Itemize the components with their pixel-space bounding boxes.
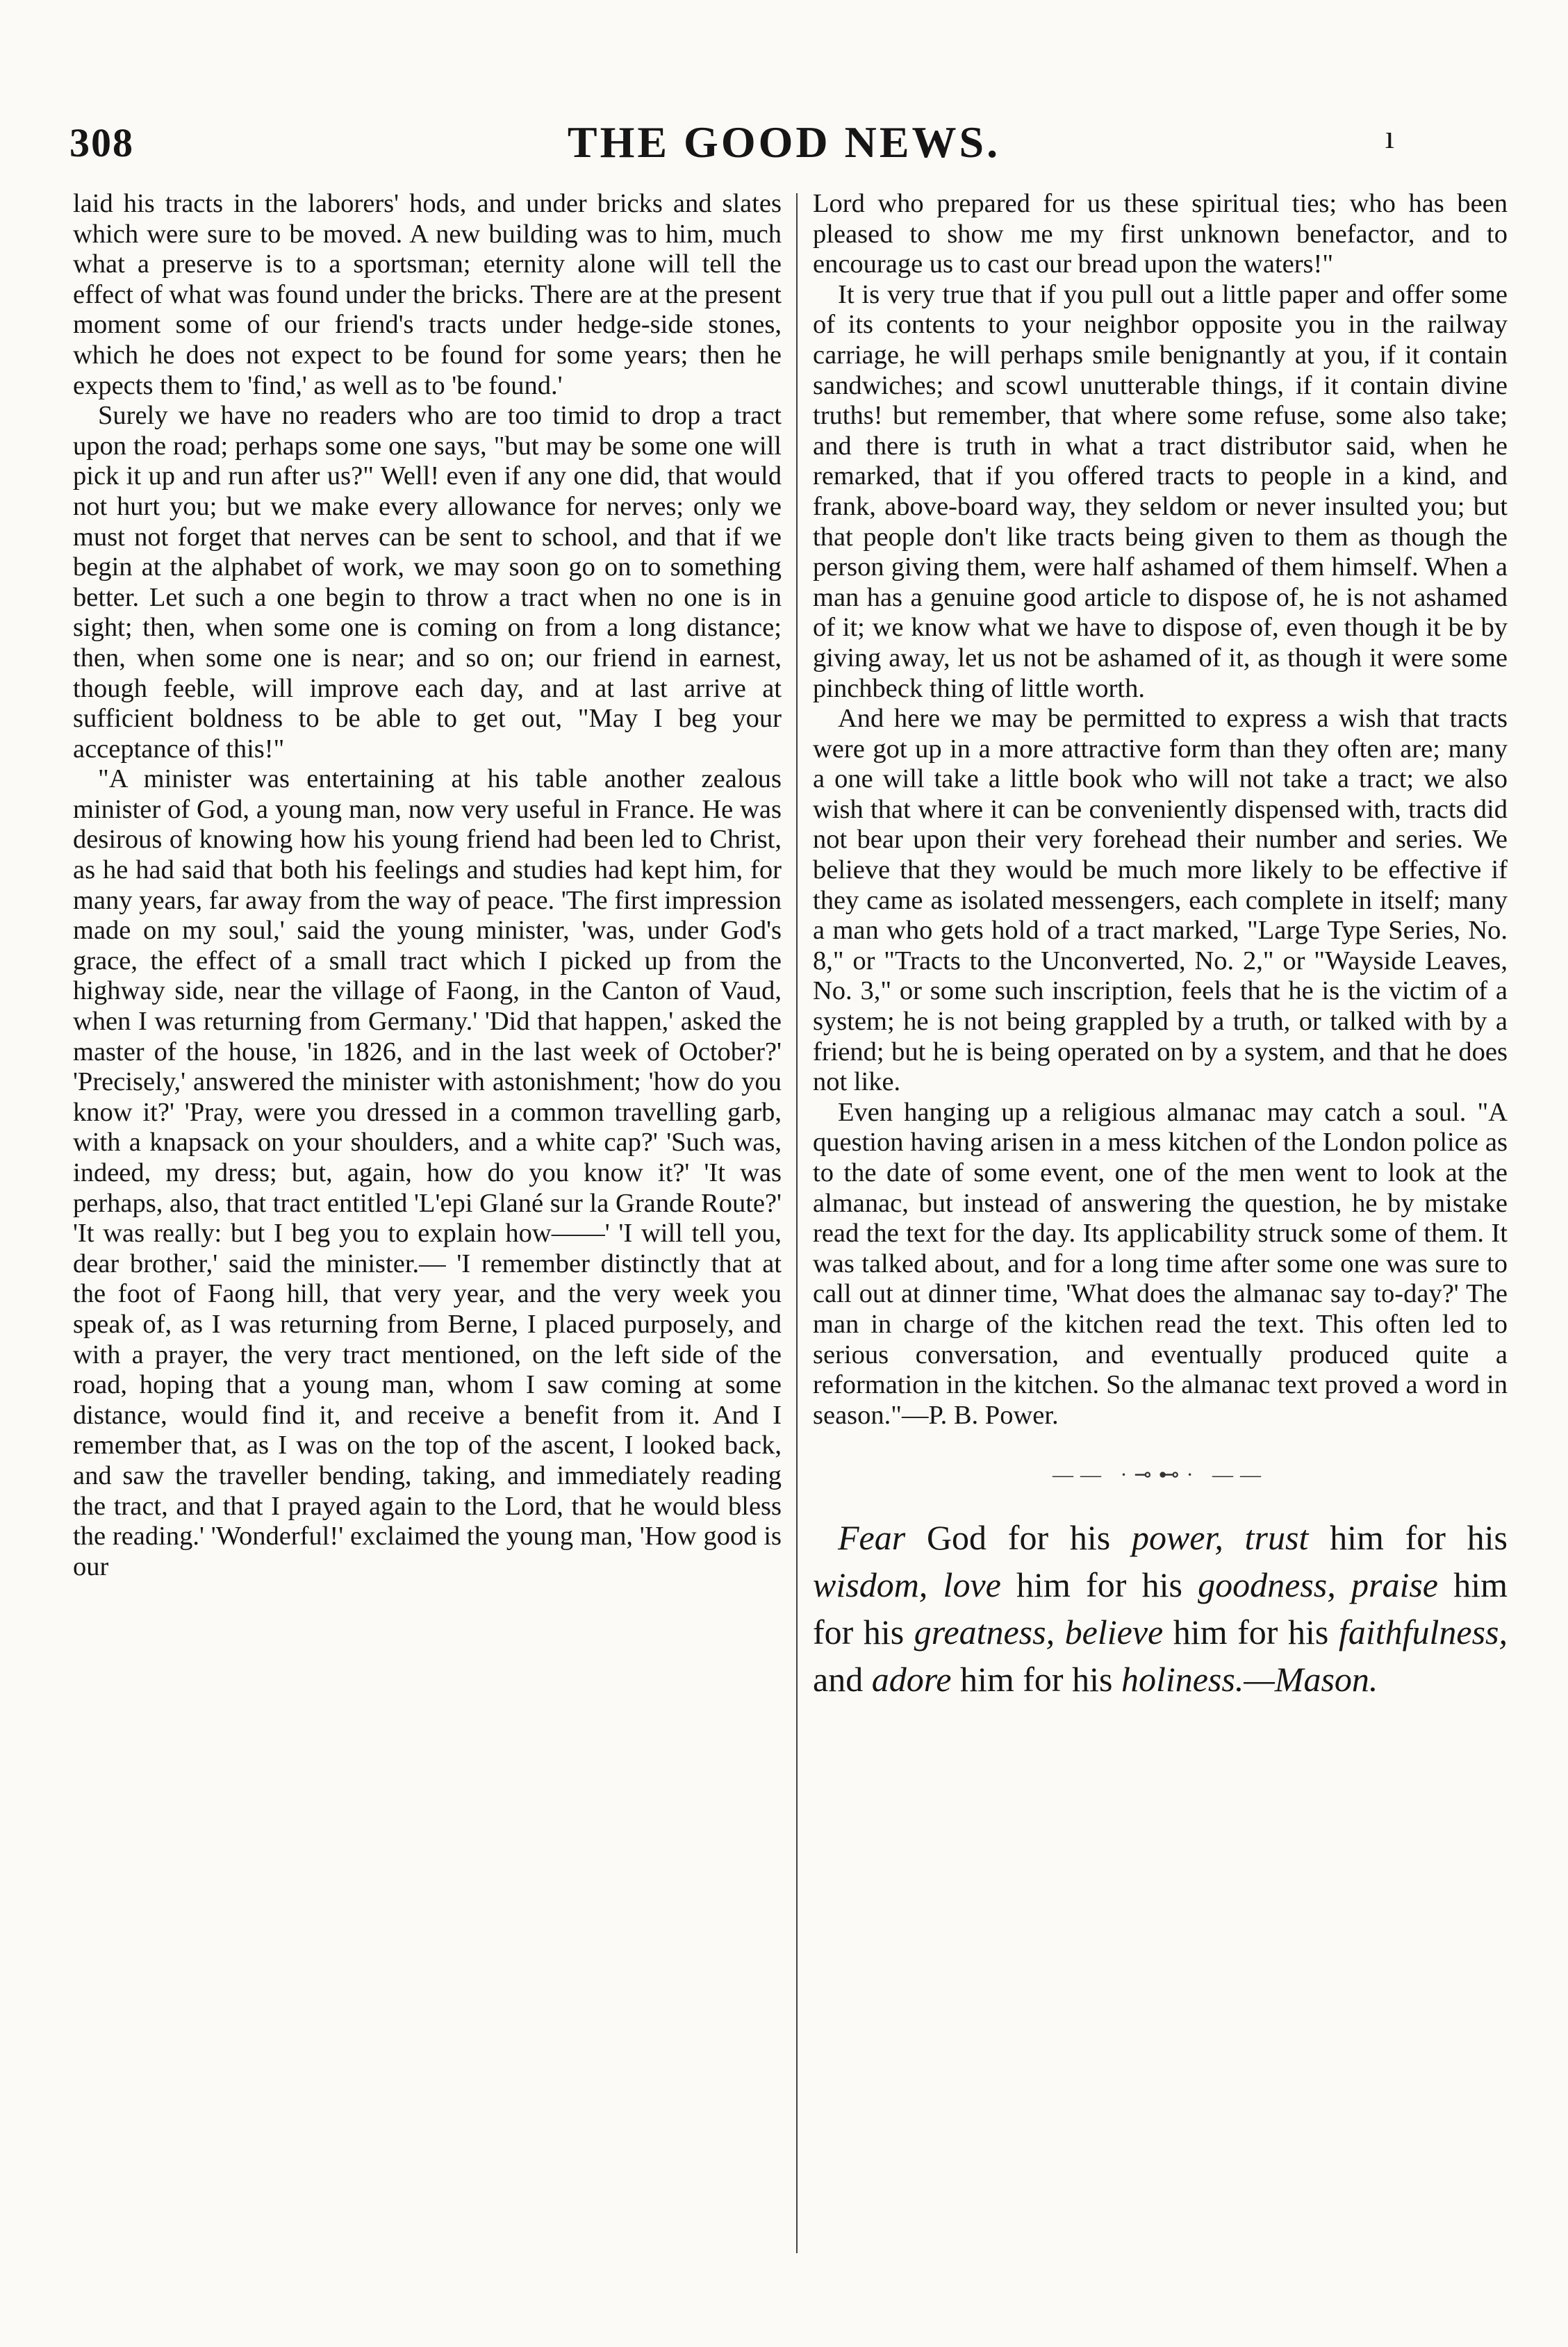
quote-emphasis: praise [1351, 1565, 1438, 1604]
page-number: 308 [69, 120, 134, 165]
section-ornament: —— ·⊸⊷· —— [1052, 1463, 1269, 1487]
quote-text: God for his [905, 1517, 1132, 1557]
left-column [73, 189, 782, 1582]
quote-text [1223, 1518, 1245, 1557]
article-paragraph: Surely we have no readers who are too timid to drop a tract upon the road; perhaps some one says, "but may be some one will pick it up and run after us?" Well! even if any one did, that would not hurt you; but we make every allowance for nerves; only we must not forget that nerves can be sent to school, and that if we begin at the alphabet of work, we may soon go on to something better. Let such a one begin to throw a tract when no one is in sight; then, when some one is coming on from a long distance; then, when some one is near; and so on; our friend in earnest, though feeble, will improve each day, and at last arrive at sufficient boldness to be able to get out, "May I beg your acceptance of this!" [73, 401, 782, 764]
quote-text: and [813, 1659, 872, 1699]
closing-quote [813, 1514, 1508, 1703]
quote-text: him for his [1308, 1517, 1508, 1557]
quote-emphasis: adore [871, 1659, 952, 1699]
article-paragraph: Lord who prepared for us these spiritual ties; who has been pleased to show me my first unknown benefactor, and to encourage us to cast our bread upon the waters!" [813, 189, 1508, 279]
quote-emphasis: wisdom, [813, 1565, 928, 1604]
quote-attribution: holiness.—Mason. [1121, 1659, 1378, 1699]
quote-text [1336, 1565, 1351, 1604]
article-paragraph: It is very true that if you pull out a little paper and offer some of its contents to your neighbor opposite you in the railway carriage, he will perhaps smile benignantly at you, if it contain sandwiches; and scowl unutterable things, if it contain divine truths! but remember, that where some refuse, some also take; and there is truth in what a tract distributor said, when he remarked, that if you offered tracts to people in a kind, and frank, above-board way, they seldom or never insulted you; but that people don't like tracts being given to them as though the person giving them, were half ashamed of them himself. When a man has a genuine good article to dispose of, he is not ashamed of it; we know what we have to dispose of, even though it be by giving away, let us not be ashamed of it, as though it were some pinchbeck thing of little worth. [813, 279, 1508, 703]
quote-text [927, 1565, 943, 1604]
quote-emphasis: greatness, [914, 1612, 1055, 1652]
quote-emphasis: goodness, [1198, 1565, 1336, 1604]
quote-text: him for his [1163, 1612, 1339, 1652]
article-paragraph: "A minister was entertaining at his table another zealous minister of God, a young man, now very useful in France. He was desirous of knowing how his young friend had been led to Christ, as he had said that both his feelings and studies had kept him, for many years, far away from the way of peace. 'The first impression made on my soul,' said the young minister, 'was, under God's grace, the effect of a small tract which I picked up from the highway side, near the village of Faong, in the Canton of Vaud, when I was returning from Germany.' 'Did that happen,' asked the master of the house, 'in 1826, and in the last week of October?' 'Precisely,' answered the minister with astonishment; 'how do you know it?' 'Pray, were you dressed in a common travelling garb, with a knapsack on your shoulders, and a white cap?' 'Such was, indeed, my dress; but, again, how do you know it?' 'It was perhaps, also, that tract entitled 'L'epi Glané sur la Grande Route?' 'It was really: but I beg you to explain how——' 'I will tell you, dear brother,' said the minister.— 'I remember distinctly that at the foot of Faong hill, that very year, and the very week you speak of, as I was returning from Berne, I placed purposely, and with a prayer, the very tract mentioned, on the left side of the road, hoping that a young man, whom I saw coming at some distance, would find it, and receive a benefit from it. And I remember that, as I was on the top of the ascent, I looked back, and saw the traveller bending, taking, and immediately reading the tract, and that I prayed again to the Lord, that he would bless the reading.' 'Wonderful!' exclaimed the young man, 'How good is our [73, 764, 782, 1581]
quote-emphasis: Fear [838, 1517, 906, 1557]
quote-text [1055, 1613, 1065, 1652]
article-paragraph: Even hanging up a religious almanac may catch a soul. "A question having arisen in a mess kitchen of the London police as to the date of some event, one of the men went to look at the almanac, but instead of answering the question, he by mistake read the text for the day. Its applicability struck some of them. It was talked about, and for a long time after some one was sure to call out at dinner time, 'What does the almanac say to-day?' The man in charge of the kitchen read the text. This often led to serious conversation, and eventually produced quite a reformation in the kitchen. So the almanac text proved a word in season."—P. B. Power. [813, 1097, 1508, 1430]
article-paragraph: laid his tracts in the laborers' hods, and under bricks and slates which were sure to be moved. A new building was to him, much what a preserve is to a sportsman; eternity alone will tell the effect of what was found under the bricks. There are at the present moment some of our friend's tracts under hedge-side stones, which he does not expect to be found for some years; then he expects them to 'find,' as well as to 'be found.' [73, 189, 782, 400]
quote-text: him for his [951, 1659, 1121, 1699]
quote-text: him for his [1000, 1565, 1198, 1604]
journal-title: THE GOOD NEWS. [567, 117, 1001, 167]
quote-emphasis: love [943, 1565, 1001, 1604]
quote-emphasis: believe [1064, 1612, 1164, 1652]
quote-text: him for his [813, 1565, 1508, 1652]
right-column [813, 189, 1508, 1703]
quote-emphasis: faithfulness, [1338, 1612, 1508, 1652]
quote-emphasis: trust [1244, 1517, 1309, 1557]
quote-emphasis: power, [1131, 1517, 1223, 1557]
article-paragraph: And here we may be permitted to express a wish that tracts were got up in a more attractive form than they often are; many a one will take a little book who will not take a tract; we also wish that where it can be conveniently dispensed with, tracts did not bear upon their very forehead their number and series. We believe that they would be much more likely to be effective if they came as isolated messengers, each complete in itself; many a man who gets hold of a tract marked, "Large Type Series, No. 8," or "Tracts to the Unconverted, No. 2," or "Wayside Leaves, No. 3," or some such inscription, feels that he is the victim of a system; he is not being grappled by a truth, or talked with by a friend; but he is being operated on by a system, and that he does not like. [813, 704, 1508, 1097]
page-header [42, 111, 1526, 174]
header-mark: ı [1385, 119, 1394, 156]
column-rule [796, 193, 798, 2253]
